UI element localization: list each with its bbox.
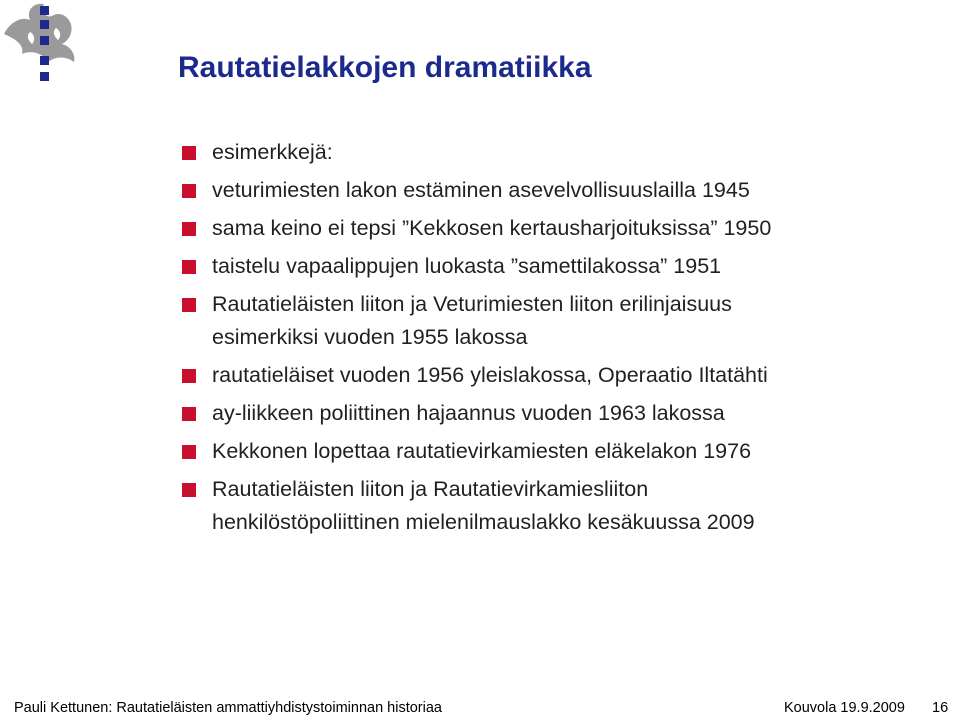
bullet-item — [182, 288, 942, 354]
bullet-text: esimerkkejä: — [212, 140, 333, 164]
slide-footer — [0, 696, 960, 720]
bullet-item — [182, 473, 942, 539]
university-logo-icon — [0, 0, 92, 90]
red-square-bullet-icon — [182, 260, 196, 274]
red-square-bullet-icon — [182, 298, 196, 312]
footer-author-title: Pauli Kettunen: Rautatieläisten ammattiyhdistystoiminnan historiaa — [14, 700, 442, 716]
red-square-bullet-icon — [182, 445, 196, 459]
red-square-bullet-icon — [182, 146, 196, 160]
red-square-bullet-icon — [182, 184, 196, 198]
bullet-item — [182, 136, 942, 169]
footer-page-number: 16 — [932, 700, 949, 716]
bullet-text: ay-liikkeen poliittinen hajaannus vuoden 1963 lakossa — [212, 401, 725, 425]
bullet-item — [182, 435, 942, 468]
bullet-item — [182, 212, 942, 245]
red-square-bullet-icon — [182, 407, 196, 421]
bullet-text: veturimiesten lakon estäminen asevelvollisuuslailla 1945 — [212, 178, 750, 202]
red-square-bullet-icon — [182, 222, 196, 236]
bullet-text: sama keino ei tepsi ”Kekkosen kertausharjoituksissa” 1950 — [212, 216, 772, 240]
red-square-bullet-icon — [182, 483, 196, 497]
slide-title: Rautatielakkojen dramatiikka — [178, 51, 592, 84]
bullet-list — [182, 136, 942, 544]
bullet-item — [182, 250, 942, 283]
bullet-text: Rautatieläisten liiton ja Rautatievirkamiesliiton — [212, 477, 649, 501]
red-square-bullet-icon — [182, 369, 196, 383]
bullet-text-continuation: esimerkiksi vuoden 1955 lakossa — [212, 325, 528, 349]
bullet-item — [182, 397, 942, 430]
bullet-item — [182, 174, 942, 207]
bullet-text: rautatieläiset vuoden 1956 yleislakossa, Operaatio Iltatähti — [212, 363, 768, 387]
bullet-text: Kekkonen lopettaa rautatievirkamiesten eläkelakon 1976 — [212, 439, 752, 463]
bullet-text: taistelu vapaalippujen luokasta ”samettilakossa” 1951 — [212, 254, 722, 278]
bullet-text: Rautatieläisten liiton ja Veturimiesten liiton erilinjaisuus — [212, 292, 732, 316]
footer-place-date: Kouvola 19.9.2009 — [784, 700, 905, 716]
bullet-text-continuation: henkilöstöpoliittinen mielenilmauslakko kesäkuussa 2009 — [212, 510, 755, 534]
bullet-item — [182, 359, 942, 392]
